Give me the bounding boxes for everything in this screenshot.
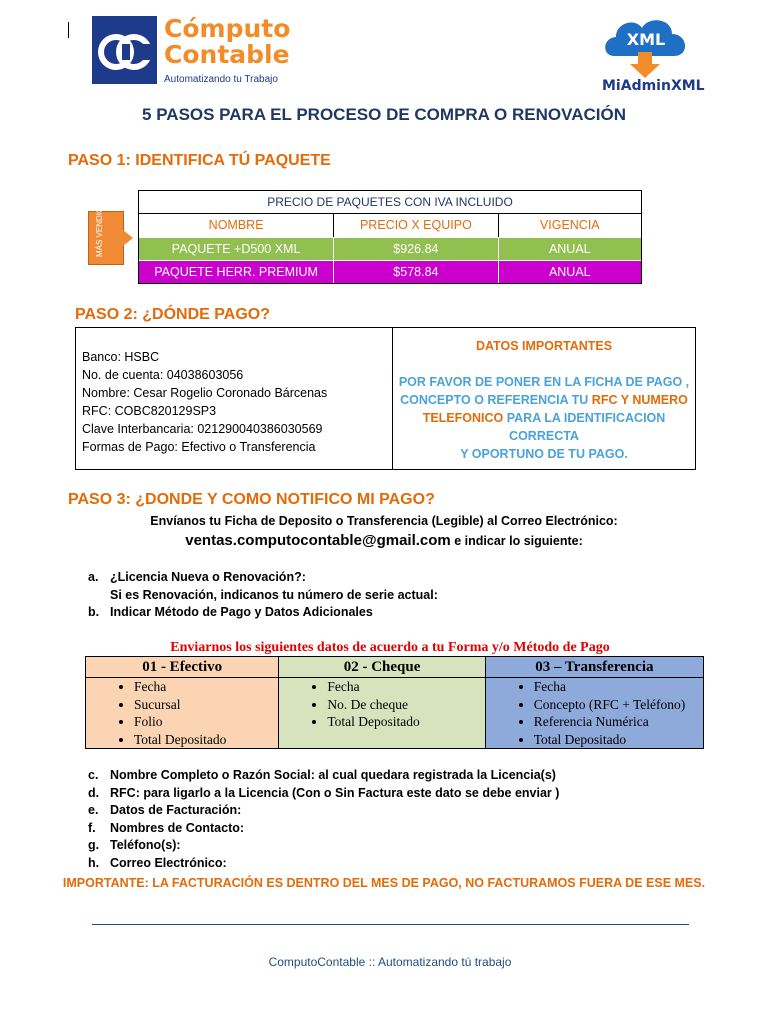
list-item: • Sucursal bbox=[134, 696, 278, 714]
payment-methods-table bbox=[85, 656, 704, 749]
important-line: CONCEPTO O REFERENCIA TU RFC Y NUMERO bbox=[400, 393, 688, 407]
partner-name: MiAdminXML bbox=[602, 78, 705, 94]
best-seller-label: MÁS VENDIO bbox=[95, 206, 104, 257]
text-cursor bbox=[68, 22, 69, 38]
contact-email-link[interactable]: ventas.computocontable@gmail.com bbox=[185, 532, 451, 549]
methods-note: Enviarnos los siguientes datos de acuerdo a tu Forma y/o Método de Pago bbox=[170, 640, 610, 655]
table-row bbox=[139, 260, 641, 283]
badge-arrow-icon bbox=[123, 230, 133, 246]
column-header: VIGENCIA bbox=[539, 218, 600, 232]
list-item: c. Nombre Completo o Razón Social: al cual quedara registrada la Licencia(s) bbox=[88, 768, 556, 782]
email-tail: e indicar lo siguiente: bbox=[450, 534, 583, 548]
important-data bbox=[393, 328, 695, 469]
footer-text: ComputoContable :: Automatizando tú trabajo bbox=[268, 955, 512, 969]
list-item: g. Teléfono(s): bbox=[88, 838, 181, 853]
column-header: NOMBRE bbox=[139, 214, 334, 237]
package-name: PAQUETE HERR. PREMIUM bbox=[139, 261, 334, 283]
package-price: $578.84 bbox=[334, 261, 498, 283]
bank-line: RFC: COBC820129SP3 bbox=[82, 404, 217, 418]
method-title: 03 – Transferencia bbox=[486, 657, 703, 678]
list-item: • Concepto (RFC + Teléfono) bbox=[534, 696, 703, 714]
list-item: b. Indicar Método de Pago y Datos Adicionales bbox=[88, 605, 373, 620]
list-item: • Total Depositado bbox=[327, 713, 484, 731]
step-2-title: PASO 2: ¿DÓNDE PAGO? bbox=[75, 306, 270, 323]
method-title: 01 - Efectivo bbox=[86, 657, 278, 678]
requirements-list-top bbox=[88, 569, 438, 622]
bank-line: Banco: HSBC bbox=[82, 350, 160, 364]
package-name: PAQUETE +D500 XML bbox=[139, 238, 334, 260]
method-cheque bbox=[279, 657, 485, 748]
highlight-rfc: RFC Y NUMERO bbox=[591, 393, 688, 407]
list-item: Si es Renovación, indicanos tu número de serie actual: bbox=[110, 587, 438, 602]
brand-tagline: Automatizando tu Trabajo bbox=[164, 74, 278, 85]
important-line: Y OPORTUNO DE TU PAGO. bbox=[460, 447, 628, 461]
list-item: • Fecha bbox=[134, 678, 278, 696]
computo-contable-logo bbox=[92, 16, 292, 86]
important-line: TELEFONICO PARA LA IDENTIFICACION CORRECTA bbox=[422, 411, 666, 443]
miadminxml-logo bbox=[600, 12, 705, 102]
table-row bbox=[139, 237, 641, 260]
notify-intro: Envíanos tu Ficha de Deposito o Transferencia (Legible) al Correo Electrónico: bbox=[150, 514, 618, 528]
best-seller-badge bbox=[88, 206, 124, 265]
list-item: f. Nombres de Contacto: bbox=[88, 820, 245, 835]
logo-mark-icon bbox=[92, 16, 157, 84]
method-transfer bbox=[486, 657, 703, 748]
important-line: POR FAVOR DE PONER EN LA FICHA DE PAGO , bbox=[398, 375, 690, 389]
bank-line: No. de cuenta: 04038603056 bbox=[82, 368, 244, 382]
package-price-table bbox=[138, 190, 642, 284]
requirements-list-bottom bbox=[88, 767, 559, 873]
list-item: • Total Depositado bbox=[534, 731, 703, 749]
footer-divider bbox=[92, 924, 689, 925]
brand-line-1: Cómputo bbox=[164, 14, 291, 43]
payment-info-box bbox=[75, 327, 696, 470]
important-text bbox=[393, 373, 695, 463]
list-item: • Fecha bbox=[534, 678, 703, 696]
package-term: ANUAL bbox=[548, 265, 591, 279]
brand-line-2: Contable bbox=[164, 40, 290, 69]
list-item: e. Datos de Facturación: bbox=[88, 803, 242, 818]
list-item: h. Correo Electrónico: bbox=[88, 855, 227, 870]
billing-notice: IMPORTANTE: LA FACTURACIÓN ES DENTRO DEL MES DE PAGO, NO FACTURAMOS FUERA DE ESE MES. bbox=[62, 876, 706, 890]
package-term: ANUAL bbox=[548, 242, 591, 256]
brand-name bbox=[164, 16, 290, 68]
important-title: DATOS IMPORTANTES bbox=[475, 339, 613, 353]
package-price: $926.84 bbox=[334, 238, 498, 260]
bank-line: Formas de Pago: Efectivo o Transferencia bbox=[82, 440, 316, 454]
list-item: • Total Depositado bbox=[134, 731, 278, 749]
partner-badge: XML bbox=[626, 30, 666, 49]
page-title: 5 PASOS PARA EL PROCESO DE COMPRA O RENOVACIÓN bbox=[142, 105, 626, 124]
cloud-download-icon bbox=[600, 12, 692, 78]
bank-details bbox=[76, 328, 393, 469]
email-line bbox=[0, 532, 768, 550]
list-item: • Fecha bbox=[327, 678, 484, 696]
method-title: 02 - Cheque bbox=[279, 657, 484, 678]
table-caption: PRECIO DE PAQUETES CON IVA INCLUIDO bbox=[139, 191, 641, 214]
step-1-title: PASO 1: IDENTIFICA TÚ PAQUETE bbox=[68, 152, 331, 169]
bank-line: Nombre: Cesar Rogelio Coronado Bárcenas bbox=[82, 386, 328, 400]
highlight-phone: TELEFONICO bbox=[422, 411, 504, 425]
step-3-title: PASO 3: ¿DONDE Y COMO NOTIFICO MI PAGO? bbox=[68, 491, 435, 508]
list-item: a. ¿Licencia Nueva o Renovación?: bbox=[88, 570, 306, 584]
column-header: PRECIO X EQUIPO bbox=[334, 214, 498, 237]
list-item: • No. De cheque bbox=[327, 696, 484, 714]
table-header-row bbox=[139, 214, 641, 237]
list-item: • Referencia Numérica bbox=[534, 713, 703, 731]
list-item: • Folio bbox=[134, 713, 278, 731]
method-cash bbox=[86, 657, 279, 748]
list-item: d. RFC: para ligarlo a la Licencia (Con o Sin Factura este dato se debe enviar ) bbox=[88, 785, 560, 800]
bank-line: Clave Interbancaria: 021290040386030569 bbox=[82, 422, 323, 436]
